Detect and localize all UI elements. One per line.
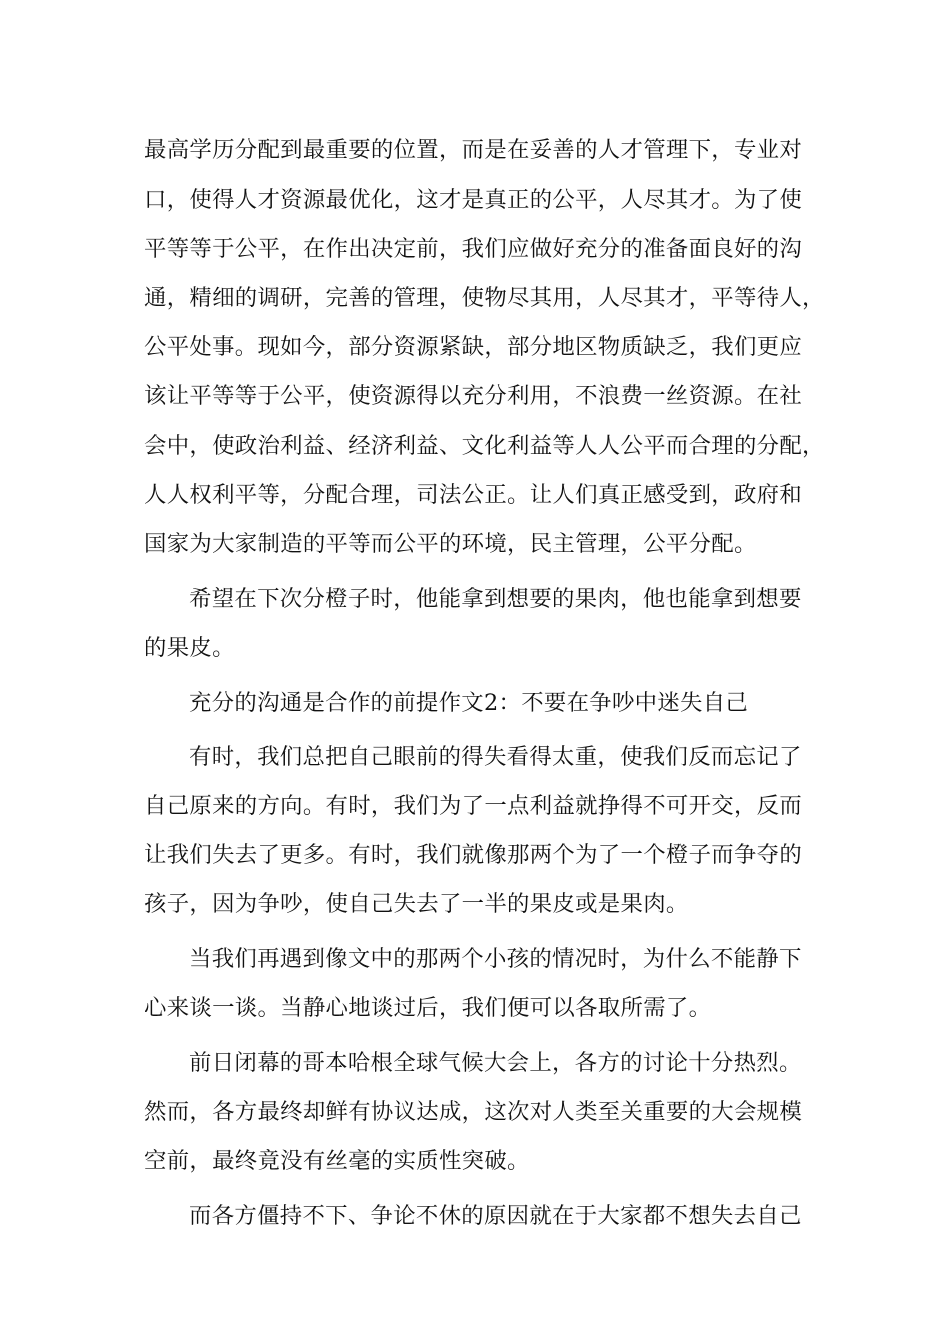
text-line: 口，使得人才资源最优化，这才是真正的公平，人尽其才。为了使 (144, 187, 803, 213)
paragraph-first-line: 希望在下次分橙子时，他能拿到想要的果肉，他也能拿到想要 (189, 586, 802, 612)
paragraph-first-line: 当我们再遇到像文中的那两个小孩的情况时，为什么不能静下 (189, 946, 802, 972)
text-line: 人人权利平等，分配合理，司法公正。让人们真正感受到，政府和 (144, 482, 803, 508)
text-line: 该让平等等于公平，使资源得以充分利用，不浪费一丝资源。在社 (144, 383, 803, 409)
text-line: 公平处事。现如今，部分资源紧缺，部分地区物质缺乏，我们更应 (144, 334, 803, 360)
section-heading: 充分的沟通是合作的前提作文2：不要在争吵中迷失自己 (189, 690, 749, 716)
text-line: 平等等于公平，在作出决定前，我们应做好充分的准备面良好的沟 (144, 236, 803, 262)
text-line: 自己原来的方向。有时，我们为了一点利益就挣得不可开交，反而 (144, 793, 803, 819)
text-line: 然而，各方最终却鲜有协议达成，这次对人类至关重要的大会规模 (144, 1099, 803, 1125)
paragraph-first-line: 有时，我们总把自己眼前的得失看得太重，使我们反而忘记了 (189, 744, 802, 770)
paragraph-first-line: 而各方僵持不下、争论不休的原因就在于大家都不想失去自己 (189, 1203, 802, 1229)
text-line: 孩子，因为争吵，使自己失去了一半的果皮或是果肉。 (144, 891, 689, 917)
text-line: 空前，最终竟没有丝毫的实质性突破。 (144, 1148, 530, 1174)
text-line: 心来谈一谈。当静心地谈过后，我们便可以各取所需了。 (144, 995, 712, 1021)
text-line: 通，精细的调研，完善的管理，使物尽其用，人尽其才，平等待人， (144, 285, 825, 311)
text-line: 会中，使政治利益、经济利益、文化利益等人人公平而合理的分配， (144, 433, 825, 459)
text-line: 国家为大家制造的平等而公平的环境，民主管理，公平分配。 (144, 531, 757, 557)
text-line: 最高学历分配到最重要的位置，而是在妥善的人才管理下，专业对 (144, 137, 803, 163)
text-line: 让我们失去了更多。有时，我们就像那两个为了一个橙子而争夺的 (144, 842, 803, 868)
text-line: 的果皮。 (144, 635, 235, 661)
paragraph-first-line: 前日闭幕的哥本哈根全球气候大会上，各方的讨论十分热烈。 (189, 1050, 802, 1076)
